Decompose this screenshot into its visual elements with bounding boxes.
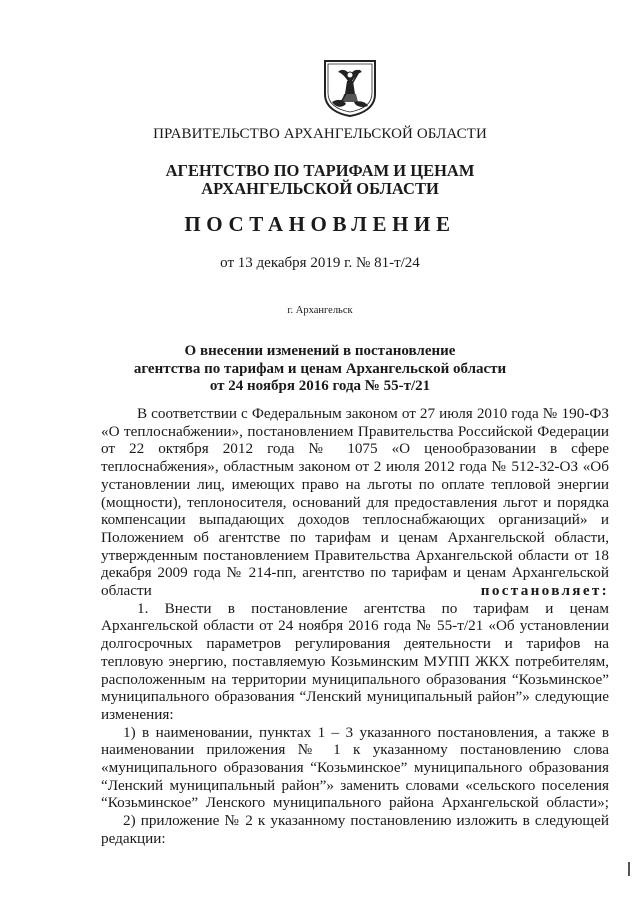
resolves-word: постановляет: — [480, 582, 609, 600]
document-city: г. Архангельск — [287, 305, 353, 316]
preamble-text: В соответствии с Федеральным законом от 27 июля 2010 года № 190-ФЗ «О теплоснабжении», постановлением Правительства Российской Федерации от 22 октября 2012 года № 1075 «О ценообразовании в сфере теплоснабжения», областным законом от 2 июля 2012 года № 512-32-ОЗ «Об установлении лиц, имеющих право на льготы по оплате тепловой энергии (мощности), теплоносителя, оснований для предоставления льгот и порядка компенсации выпадающих доходов теплоснабжающих организаций» и Положением об агентстве по тарифам и ценам Архангельской области, утвержденным постановлением Правительства Архангельской области от 18 декабря 2009 года № 214-пп, агентство по тарифам и ценам Архангельской области — [101, 405, 609, 600]
subject-line-1: О внесении изменений в постановление — [184, 343, 456, 359]
document-subject — [0, 343, 640, 396]
scan-margin-mark — [628, 862, 630, 876]
item-1-paragraph: 1. Внести в постановление агентства по тарифам и ценам Архангельской области от 24 ноября 2016 года № 55-т/21 «Об установлении долгосрочных параметров регулирования деятельности и тарифов на тепловую энергию, поставляемую Козьминским МУПП ЖКХ потребителям, расположенным на территории муниципального образования “Козьминское” муниципального образования “Ленский муниципальный район”» следующие изменения: — [101, 599, 609, 723]
item-1-2-paragraph: 2) приложение № 2 к указанному постановлению изложить в следующей редакции: — [101, 812, 609, 847]
preamble-paragraph — [101, 405, 609, 600]
agency-name-line-2: АРХАНГЕЛЬСКОЙ ОБЛАСТИ — [201, 179, 439, 198]
subject-line-2: агентства по тарифам и ценам Архангельской области — [133, 360, 507, 377]
document-date-number: от 13 декабря 2019 г. № 81-т/24 — [220, 255, 420, 271]
subject-line-3: от 24 ноября 2016 года № 55-т/21 — [209, 378, 431, 394]
document-body — [101, 405, 609, 848]
agency-name-line-1: АГЕНТСТВО ПО ТАРИФАМ И ЦЕНАМ — [165, 161, 475, 180]
government-name: ПРАВИТЕЛЬСТВО АРХАНГЕЛЬСКОЙ ОБЛАСТИ — [153, 126, 487, 142]
coat-of-arms-icon — [322, 58, 378, 118]
item-1-1-paragraph: 1) в наименовании, пунктах 1 – 3 указанного постановления, а также в наименовании приложения № 1 к указанному постановлению слова «муниципального образования “Козьминское” муниципального образования “Ленский муниципальный район”» заменить словами «сельского поселения “Козьминское” Ленского муниципального района Архангельской области»; — [101, 723, 609, 812]
document-type-title: ПОСТАНОВЛЕНИЕ — [184, 212, 456, 236]
agency-name — [0, 162, 640, 198]
